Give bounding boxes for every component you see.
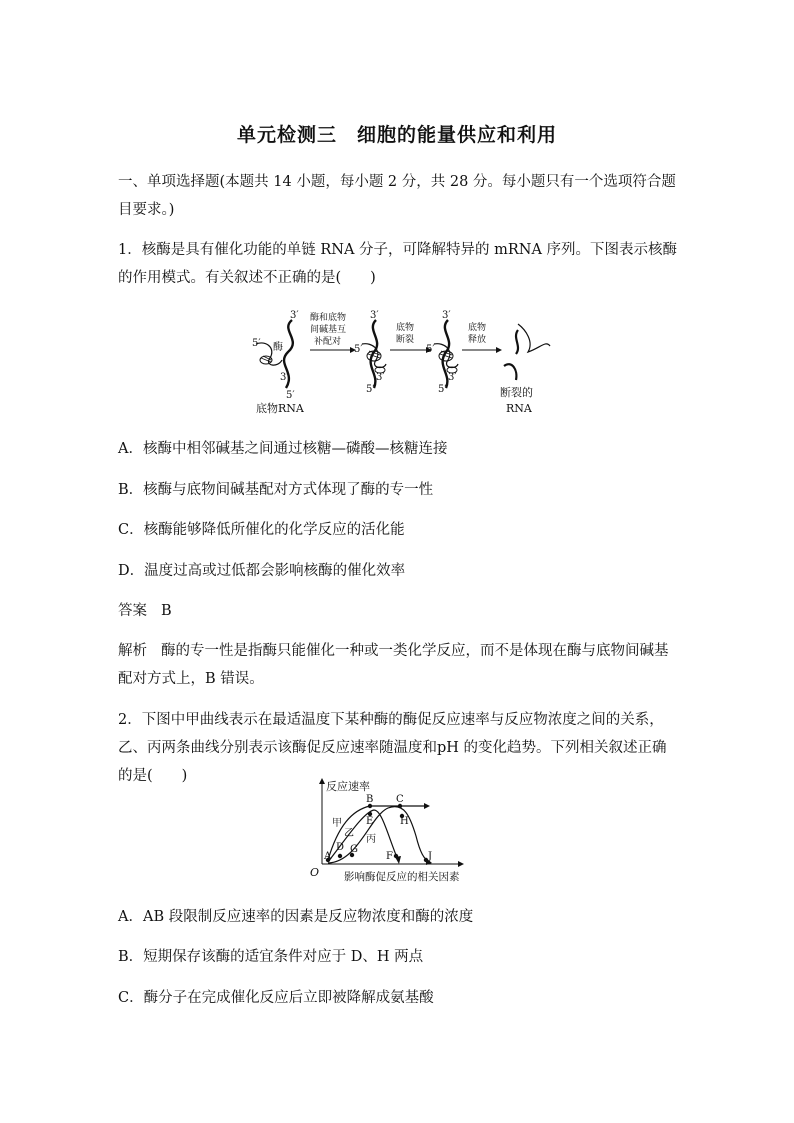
step1-line1: 酶和底物: [310, 313, 347, 323]
stage1-5prime: 5′: [286, 390, 295, 401]
point-c: C: [396, 794, 404, 805]
step2-line1: 底物: [396, 323, 415, 333]
q1-option-c: C．核酶能够降低所催化的化学反应的活化能: [118, 522, 405, 538]
q1-option-b: B．核酶与底物间碱基配对方式体现了酶的专一性: [118, 482, 434, 498]
stage2-5prime: 5′: [354, 344, 363, 355]
analysis-label: 解析: [118, 643, 147, 659]
label-substrate-rna: 底物RNA: [256, 402, 304, 415]
label-enzyme: 酶: [273, 342, 283, 353]
origin-label: O: [310, 866, 320, 879]
label-cut-rna: 断裂的: [500, 386, 533, 399]
q2-option-a: A．AB 段限制反应速率的因素是反应物浓度和酶的浓度: [118, 909, 474, 925]
stage2-5prime-b: 5′: [366, 384, 375, 395]
q2-option-b: B．短期保存该酶的适宜条件对应于 D、H 两点: [118, 949, 424, 965]
q1-answer: [118, 600, 680, 622]
cut-rna-bottom: [504, 364, 516, 380]
step3-line2: 释放: [468, 335, 487, 345]
q2-option-c: C．酶分子在完成催化反应后立即被降解成氨基酸: [118, 990, 434, 1006]
curve-label-jia: 甲: [332, 818, 342, 829]
point-h: H: [400, 816, 409, 827]
x-axis-label: 影响酶促反应的相关因素: [344, 871, 460, 883]
q1-ribozyme-figure: [250, 308, 560, 418]
step1-line2: 间碱基互: [310, 325, 347, 335]
q2-rate-graph: [308, 776, 488, 886]
analysis-text: 酶的专一性是指酶只能催化一种或一类化学反应，而不是体现在酶与底物间碱基配对方式上，B 错误。: [118, 643, 669, 687]
label-cut-rna-2: RNA: [506, 402, 532, 415]
step2-line2: 断裂: [396, 335, 415, 345]
point-b: B: [366, 794, 374, 805]
point-j: J: [428, 851, 433, 862]
q1-option-a: A．核酶中相邻碱基之间通过核糖—磷酸—核糖连接: [118, 441, 448, 457]
point-e: E: [366, 816, 374, 827]
q1-analysis: [118, 637, 680, 693]
stage1-3prime: 3′: [290, 310, 299, 321]
stage2-3prime: 3′: [370, 310, 379, 321]
stage3-5prime: 5′: [426, 344, 435, 355]
stage1-3prime-enzyme: 3′: [280, 372, 289, 383]
answer-label: 答案: [118, 603, 147, 619]
step1-line3: 补配对: [314, 337, 342, 347]
step3-line1: 底物: [468, 323, 487, 333]
curve-label-yi: 乙: [344, 828, 354, 839]
section-heading: 一、单项选择题(本题共 14 小题，每小题 2 分，共 28 分。每小题只有一个选项符合题目要求。): [118, 174, 676, 218]
answer-value: B: [161, 603, 172, 619]
point-a: A: [324, 851, 332, 862]
point-d: D: [336, 842, 345, 853]
y-axis-label: 反应速率: [326, 780, 370, 793]
q1-stem: 1．核酶是具有催化功能的单链 RNA 分子，可降解特异的 mRNA 序列。下图表示核酶的作用模式。有关叙述不正确的是( ): [118, 242, 678, 286]
curve-label-bing: 丙: [366, 834, 376, 845]
q2-stem: 2．下图中甲曲线表示在最适温度下某种酶的酶促反应速率与反应物浓度之间的关系，乙、丙两条曲线分别表示该酶促反应速率随温度和pH 的变化趋势。下列相关叙述正确的是( ): [118, 712, 667, 784]
stage2-3prime-b: 3′: [376, 372, 385, 383]
stage3-3prime-b: 3′: [448, 372, 457, 383]
page-title: 单元检测三 细胞的能量供应和利用: [236, 124, 557, 146]
stage3-3prime: 3′: [442, 310, 451, 321]
point-g: G: [350, 844, 358, 855]
cut-rna-top: [516, 330, 518, 354]
stage1-5prime-enzyme: 5′: [252, 338, 261, 349]
stage3-5prime-b: 5′: [438, 384, 447, 395]
released-enzyme: [518, 324, 550, 352]
point-f: F: [386, 851, 393, 862]
q1-option-d: D．温度过高或过低都会影响核酶的催化效率: [118, 563, 406, 579]
